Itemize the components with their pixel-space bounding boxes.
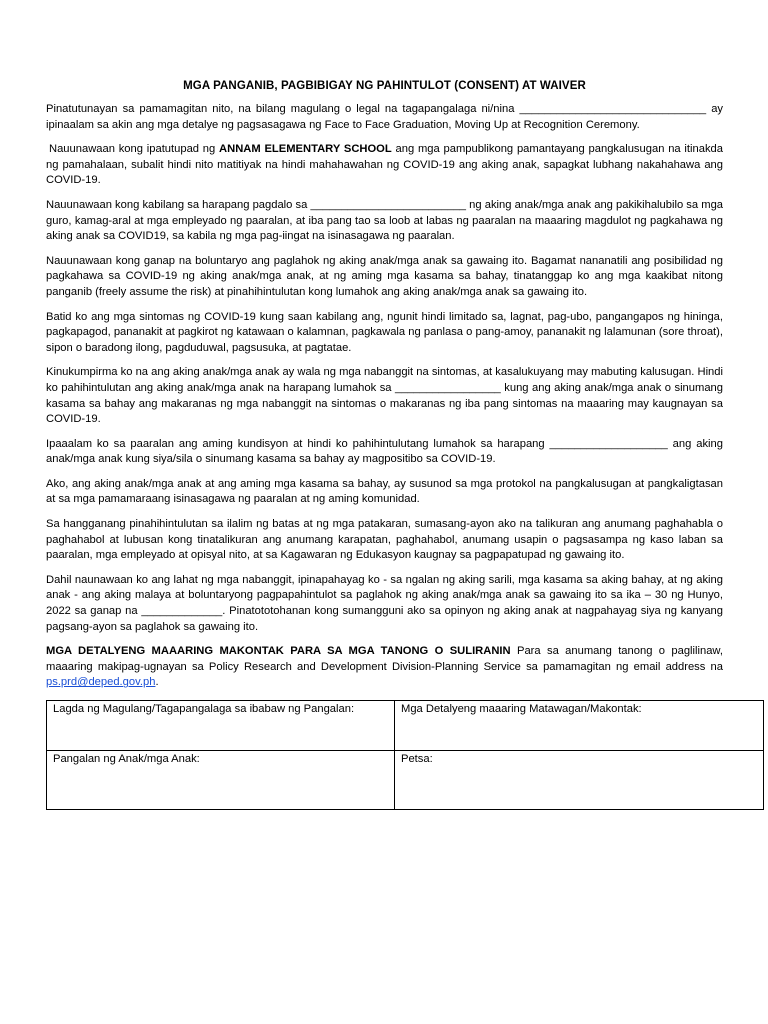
activity-blank-2[interactable]: _________________: [395, 381, 501, 394]
contact-text: Para sa anumang tanong o paglilinaw, maaaring makipag-ugnayan sa Policy Research and Development Division-Planning Service sa pamamagitan ng email address na: [46, 645, 724, 673]
paragraph-protocols: Ako, ang aking anak/mga anak at ang aming mga kasama sa bahay, ay susunod sa mga protokol na pangkalusugan at pangkaligtasan at sa mga pamamaraang isinasagawa ng paaralan at ng aming komunidad.: [46, 477, 723, 506]
attestation-text: Pinatutunayan sa pamamagitan nito, na bilang magulang o legal na tagapangalaga ni/nina: [46, 103, 515, 115]
school-standards-text: Nauunawaan kong ipatutupad ng: [49, 143, 220, 156]
paragraph-symptoms: Batid ko ang mga sintomas ng COVID-19 kung saan kabilang ang, ngunit hindi limitado sa, lagnat, pag-ubo, pangangapos ng hininga, pagkapagod, pananakit at pagkirot ng katawaan o kalamnan, pagkawala ng panlasa o pang-amoy, pananakit ng lalamunan (sore throat), sipon o baradong ilong, pagduduwal, pagsusuka, at pagtatae.: [46, 310, 723, 354]
paragraph-notify: [46, 437, 723, 468]
child-name-cell[interactable]: [47, 751, 395, 810]
email-link[interactable]: ps.prd@deped.gov.ph: [46, 676, 156, 689]
confirmation-text: Kinukumpirma ko na ang aking anak/mga anak ay wala ng mga nabanggit na sintomas, at kasalukuyang may mabuting kalusugan. Hindi ko pahihintulutan ang aking anak/mga anak na harapang lumahok sa: [46, 366, 723, 394]
time-blank[interactable]: _____________: [141, 605, 223, 618]
notify-text: Ipaaalam ko sa paaralan ang aming kundisyon at hindi ko pahihintulutang lumahok sa harapang: [46, 437, 550, 450]
school-standards-text-cont: ang mga pampublikong pamantayang pangkalusugan na itinakda ng pamahalaan, subalit hindi nito matitiyak na hindi mahahawahan ng COVID-19 ang aking anak, sapagkat lubhang nakahahawa ang COVID-19.: [46, 143, 723, 187]
paragraph-voluntary: Nauunawaan kong ganap na boluntaryo ang paglahok ng aking anak/mga anak sa gawaing ito. Bagamat nananatili ang posibilidad ng pagkahawa sa COVID-19 ng aking anak/mga anak, at ng aming mga kasama sa bahay, tinatanggap ko ang mga kaakibat nitong panganib (freely assume the risk) at pinahihintulutan kong lumahok ang aking anak/mga anak sa gawaing ito.: [46, 254, 723, 298]
consent-text-cont: . Pinatototohanan kong sumangguni ako sa opinyon ng aking anak at nagpahayag siya ng kanyang pagsang-ayon sa paglahok sa gawaing ito.: [46, 605, 723, 633]
activity-blank[interactable]: _________________________: [310, 198, 467, 211]
attendance-text-cont: ng aking anak/mga anak ang pakikihalubilo sa mga guro, kamag-aral at mga empleyado ng paaralan, at iba pang tao sa loob at labas ng paaralan na maaaring magdulot ng pagkahawa ng aking anak sa COVID19, sa kabila ng mga pag-iingat na isinasagawa ng paaralan.: [46, 198, 724, 243]
signature-cell[interactable]: [47, 701, 395, 751]
form-title: MGA PANGANIB, PAGBIBIGAY NG PAHINTULOT (CONSENT) AT WAIVER: [183, 80, 586, 92]
paragraph-waiver: Sa hangganang pinahihintulutan sa ilalim ng batas at ng mga patakaran, sumasang-ayon ako na talikuran ang anumang paghahabla o paghahabol at lubusan kong tinatalikuran ang anumang karapatan, paghahabol, anumang usapin o pagsasampa ng kaso laban sa paaralan, mga empleyado at opisyal nito, at sa Kagawaran ng Edukasyon kaugnay sa pagpapatupad ng gawaing ito.: [46, 518, 723, 562]
notify-text-cont: ang aking anak/mga anak kung siya/sila o sinumang kasama sa bahay ay magpositibo sa COVID-19.: [46, 437, 723, 466]
attestation-text-cont: ay ipinaalam sa akin ang mga detalye ng pagsasagawa ng Face to Face Graduation, Moving Up at Recognition Ceremony.: [46, 103, 724, 131]
confirmation-text-cont: kung ang aking anak/mga anak o sinumang kasama sa bahay ang makaranas ng mga nabanggit na sintomas o makaranas ng iba pang sintomas na maaaring may kaugnayan sa COVID-19.: [46, 381, 723, 426]
contact-cell[interactable]: [395, 701, 764, 751]
paragraph-attendance-risk: [46, 198, 723, 245]
child-name-label: Pangalan ng Anak/mga Anak:: [53, 753, 200, 765]
paragraph-contact: [46, 644, 723, 691]
date-label: Petsa:: [401, 753, 433, 765]
paragraph-confirmation: [46, 365, 723, 427]
contact-text-end: .: [155, 676, 159, 689]
paragraph-consent: [46, 573, 723, 635]
school-name: ANNAM ELEMENTARY SCHOOL: [219, 143, 392, 156]
contact-heading: MGA DETALYENG MAAARING MAKONTAK PARA SA MGA TANONG O SULIRANIN: [46, 645, 511, 658]
attendance-text: Nauunawaan kong kabilang sa harapang pagdalo sa: [46, 198, 311, 211]
activity-blank-3[interactable]: ___________________: [549, 437, 668, 450]
signature-label: Lagda ng Magulang/Tagapangalaga sa ibabaw ng Pangalan:: [53, 703, 355, 715]
signature-table: [46, 700, 764, 810]
paragraph-attestation: [46, 102, 723, 133]
paragraph-school-standards: [46, 142, 723, 189]
consent-text: Dahil naunawaan ko ang lahat ng mga nabanggit, ipinapahayag ko - sa ngalan ng aking sarili, mga kasama sa aking bahay, at ng aking anak - ang aking malaya at boluntaryong pagpapahintulot sa paglahok ng aking anak/mga anak sa gawaing ito sa ika – 30 ng Hunyo, 2022 sa ganap na: [46, 573, 723, 618]
contact-label: Mga Detalyeng maaaring Matawagan/Makontak:: [401, 703, 642, 715]
date-cell[interactable]: [395, 751, 764, 810]
child-name-blank[interactable]: ______________________________: [519, 103, 707, 115]
